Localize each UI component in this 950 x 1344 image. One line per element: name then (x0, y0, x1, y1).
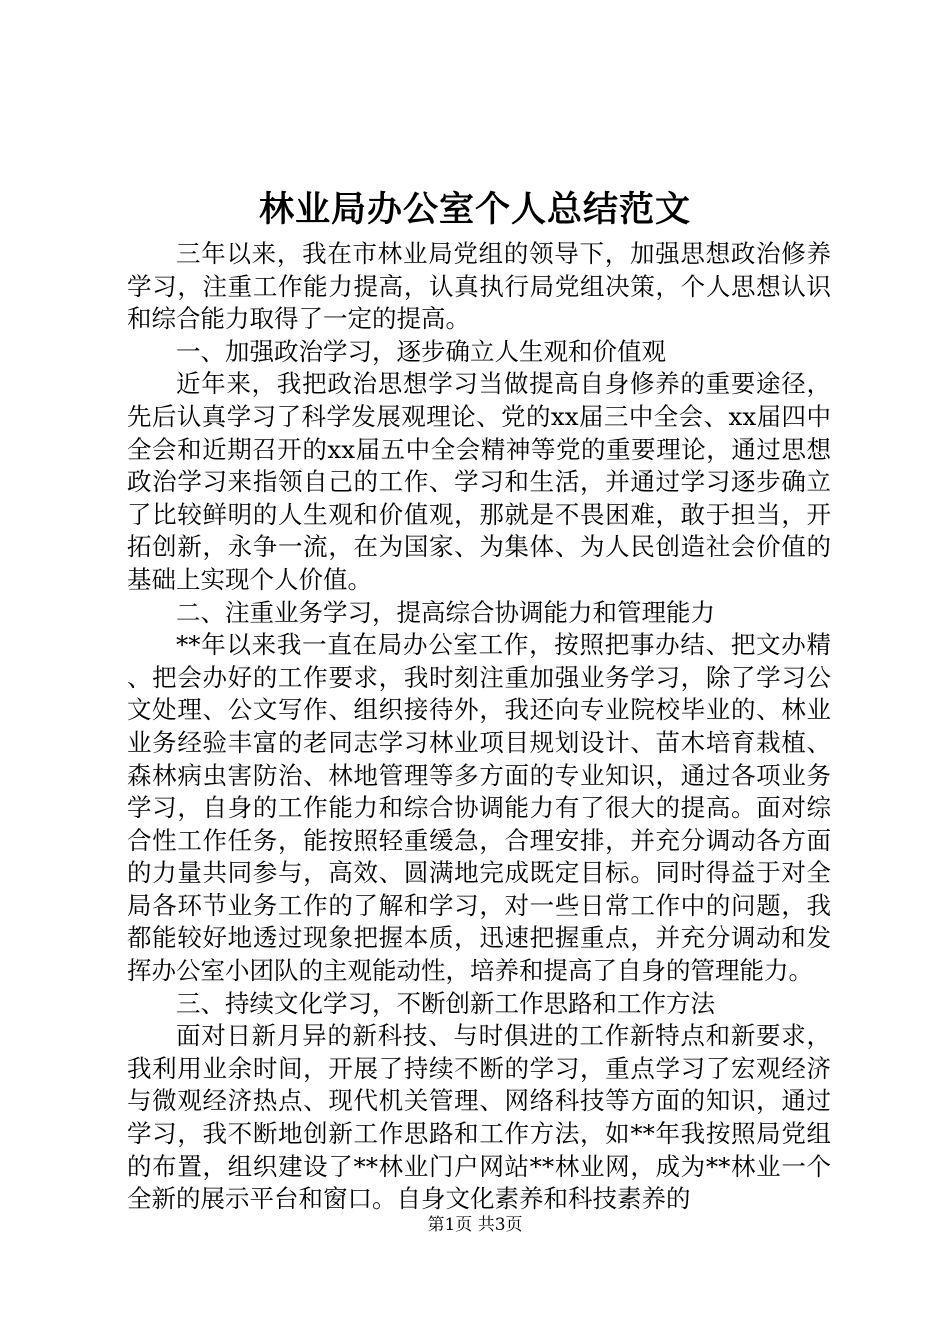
section-heading-1: 一、加强政治学习，逐步确立人生观和价值观 (176, 336, 666, 366)
document-body (127, 238, 831, 1216)
paragraph-section-3: 面对日新月异的新科技、与时俱进的工作新特点和新要求，我利用业余时间，开展了持续不断的学习，重点学习了宏观经济与微观经济热点、现代机关管理、网络科技等方面的知识，通过学习，我不断地创新工作思路和工作方法，如**年我按照局党组的布置，组织建设了**林业门户网站**林业网，成为**林业一个全新的展示平台和窗口。自身文化素养和科技素养的 (127, 1021, 831, 1214)
section-heading-3: 三、持续文化学习，不断创新工作思路和工作方法 (176, 988, 715, 1018)
section-heading-2: 二、注重业务学习，提高综合协调能力和管理能力 (176, 597, 715, 627)
page-number-footer: 第1页 共3页 (427, 1215, 523, 1235)
paragraph-intro: 三年以来，我在市林业局党组的领导下，加强思想政治修养学习，注重工作能力提高，认真执行局党组决策，个人思想认识和综合能力取得了一定的提高。 (127, 239, 831, 334)
paragraph-section-1: 近年来，我把政治思想学习当做提高自身修养的重要途径，先后认真学习了科学发展观理论、党的xx届三中全会、xx届四中全会和近期召开的xx届五中全会精神等党的重要理论，通过思想政治学习来指领自己的工作、学习和生活，并通过学习逐步确立了比较鲜明的人生观和价值观，那就是不畏困难，敢于担当，开拓创新，永争一流，在为国家、为集体、为人民创造社会价值的基础上实现个人价值。 (127, 369, 831, 594)
document-title: 林业局办公室个人总结范文 (258, 189, 691, 230)
paragraph-section-2: **年以来我一直在局办公室工作，按照把事办结、把文办精、把会办好的工作要求，我时刻注重加强业务学习，除了学习公文处理、公文写作、组织接待外，我还向专业院校毕业的、林业业务经验丰富的老同志学习林业项目规划设计、苗木培育栽植、森林病虫害防治、林地管理等多方面的专业知识，通过各项业务学习，自身的工作能力和综合协调能力有了很大的提高。面对综合性工作任务，能按照轻重缓急，合理安排，并充分调动各方面的力量共同参与，高效、圆满地完成既定目标。同时得益于对全局各环节业务工作的了解和学习，对一些日常工作中的问题，我都能较好地透过现象把握本质，迅速把握重点，并充分调动和发挥办公室小团队的主观能动性，培养和提高了自身的管理能力。 (127, 630, 831, 986)
